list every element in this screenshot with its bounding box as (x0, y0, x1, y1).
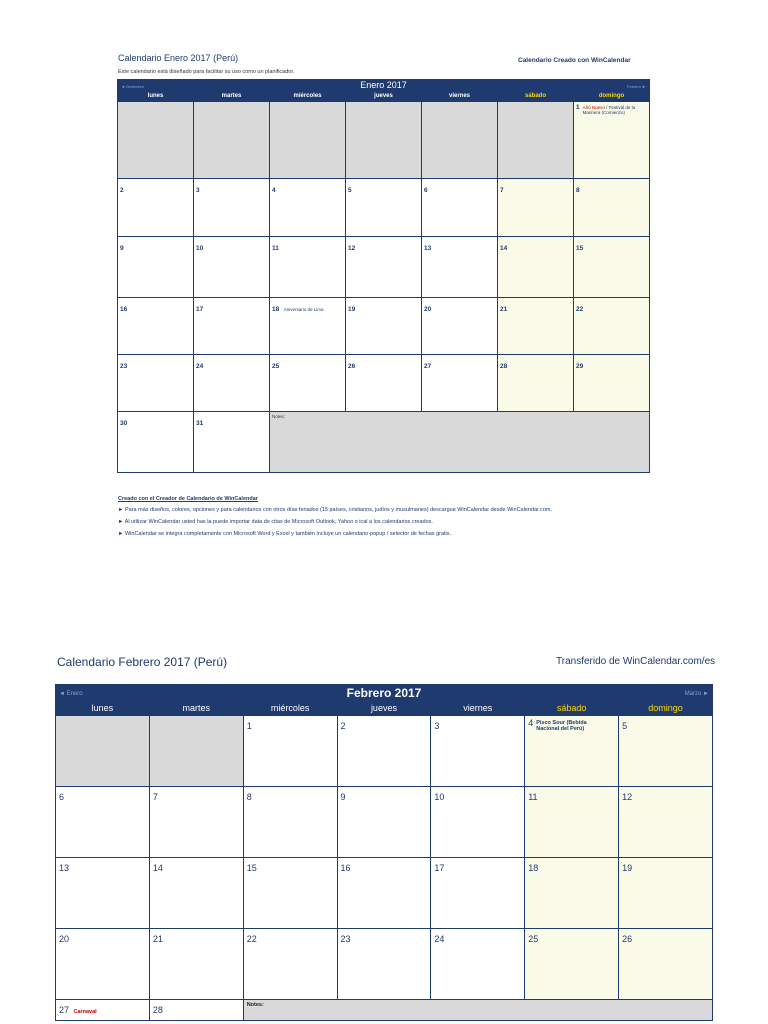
day-cell-feb-26[interactable] (619, 929, 713, 1000)
day-cell-jan-28[interactable] (498, 355, 574, 412)
day-cell-jan-26[interactable] (346, 355, 422, 412)
january-notes-area[interactable] (270, 412, 650, 473)
next-month-link[interactable]: Marzo ► (684, 691, 709, 697)
day-cell-jan-27[interactable] (422, 355, 498, 412)
day-cell-feb-20[interactable] (56, 929, 150, 1000)
prev-month-link[interactable]: ◄ Diciembre (121, 84, 145, 89)
day-number: 16 (340, 863, 351, 873)
day-cell-jan-24[interactable] (194, 355, 270, 412)
day-number: 27 (424, 363, 432, 370)
january-header (118, 80, 650, 92)
day-cell-jan-18[interactable] (270, 298, 346, 355)
day-cell-feb-1[interactable] (243, 716, 337, 787)
day-cell-jan-30[interactable] (118, 412, 194, 473)
day-cell-jan-17[interactable] (194, 298, 270, 355)
day-cell-jan-29[interactable] (574, 355, 650, 412)
day-cell-jan-1[interactable] (574, 102, 650, 179)
day-cell-jan-12[interactable] (346, 237, 422, 298)
day-cell-feb-15[interactable] (243, 858, 337, 929)
day-number: 4 (528, 718, 534, 728)
dow-thursday: jueves (337, 702, 431, 716)
february-calendar (55, 684, 713, 1021)
day-number: 28 (152, 1005, 163, 1015)
day-number: 4 (272, 187, 276, 194)
day-number: 12 (348, 245, 356, 252)
day-number: 14 (152, 863, 163, 873)
dow-saturday: sábado (498, 92, 574, 102)
holiday-label: Aniversario de Lima (283, 307, 324, 312)
empty-day-cell (56, 716, 150, 787)
day-cell-feb-16[interactable] (337, 858, 431, 929)
day-number: 13 (59, 863, 70, 873)
dow-thursday: jueves (346, 92, 422, 102)
day-number: 11 (528, 792, 538, 802)
day-cell-jan-31[interactable] (194, 412, 270, 473)
day-cell-feb-23[interactable] (337, 929, 431, 1000)
day-number: 22 (246, 934, 257, 944)
day-number: 7 (152, 792, 158, 802)
prev-month-link[interactable]: ◄ Enero (59, 691, 83, 697)
day-number: 3 (434, 721, 440, 731)
day-cell-feb-6[interactable] (56, 787, 150, 858)
empty-day-cell (118, 102, 194, 179)
day-number: 27 (59, 1005, 70, 1015)
dow-sunday: domingo (619, 702, 713, 716)
day-cell-feb-28[interactable] (149, 1000, 243, 1021)
day-number: 8 (246, 792, 252, 802)
day-number: 11 (272, 245, 279, 252)
day-cell-feb-8[interactable] (243, 787, 337, 858)
day-cell-feb-2[interactable] (337, 716, 431, 787)
day-cell-feb-7[interactable] (149, 787, 243, 858)
day-number: 25 (528, 934, 539, 944)
notes-label: Notes: (246, 1002, 264, 1008)
day-number: 18 (528, 863, 539, 873)
dow-wednesday: miércoles (270, 92, 346, 102)
day-cell-feb-3[interactable] (431, 716, 525, 787)
dow-tuesday: martes (149, 702, 243, 716)
day-cell-feb-22[interactable] (243, 929, 337, 1000)
day-number: 26 (348, 363, 356, 370)
day-cell-jan-16[interactable] (118, 298, 194, 355)
day-cell-jan-6[interactable] (422, 179, 498, 237)
day-number: 10 (196, 245, 204, 252)
february-credit[interactable]: Transferido de WinCalendar.com/es (556, 656, 716, 667)
day-cell-jan-2[interactable] (118, 179, 194, 237)
january-credit[interactable]: Calendario Creado con WinCalendar (518, 57, 631, 64)
day-cell-feb-12[interactable] (619, 787, 713, 858)
day-cell-feb-18[interactable] (525, 858, 619, 929)
dow-wednesday: miércoles (243, 702, 337, 716)
day-number: 2 (120, 187, 124, 194)
day-number: 20 (59, 934, 70, 944)
day-number: 9 (340, 792, 346, 802)
day-number: 16 (120, 306, 128, 313)
day-cell-jan-9[interactable] (118, 237, 194, 298)
info-line-1: ► Para más diseños, colores, opciones y para calendarios con otros días feriados (15 países, cristianos, judíos y musulmanes) descargue WinCalendar desde WinCalendar.com. (118, 507, 553, 513)
january-title: Calendario Enero 2017 (Perú) (118, 53, 239, 63)
holiday-label: Pisco Sour (Bebida Nacional del Perú) (536, 720, 587, 732)
day-cell-feb-14[interactable] (149, 858, 243, 929)
february-title: Calendario Febrero 2017 (Perú) (57, 655, 228, 669)
day-number: 21 (152, 934, 163, 944)
day-cell-feb-11[interactable] (525, 787, 619, 858)
empty-day-cell (498, 102, 574, 179)
next-month-link[interactable]: Febrero ► (626, 84, 646, 89)
day-number: 2 (340, 721, 346, 731)
day-number: 31 (196, 420, 204, 427)
day-number: 3 (196, 187, 200, 194)
day-cell-jan-5[interactable] (346, 179, 422, 237)
january-description: Este calendario está diseñado para facilitar su uso como un planificador. (118, 69, 295, 75)
day-number: 23 (120, 363, 128, 370)
day-number: 15 (576, 245, 584, 252)
day-number: 23 (340, 934, 351, 944)
empty-day-cell (346, 102, 422, 179)
day-number: 1 (246, 721, 252, 731)
day-cell-feb-21[interactable] (149, 929, 243, 1000)
day-number: 5 (622, 721, 628, 731)
day-number: 9 (120, 245, 124, 252)
day-number: 17 (196, 306, 204, 313)
day-number: 22 (576, 306, 584, 313)
day-number: 19 (348, 306, 356, 313)
day-number: 21 (500, 306, 508, 313)
day-number: 24 (434, 934, 445, 944)
day-cell-jan-22[interactable] (574, 298, 650, 355)
empty-day-cell (270, 102, 346, 179)
february-header (56, 685, 713, 702)
dow-friday: viernes (422, 92, 498, 102)
holiday-label: Carnaval (73, 1009, 97, 1015)
day-cell-jan-11[interactable] (270, 237, 346, 298)
day-cell-jan-25[interactable] (270, 355, 346, 412)
empty-day-cell (149, 716, 243, 787)
empty-day-cell (194, 102, 270, 179)
day-cell-jan-23[interactable] (118, 355, 194, 412)
day-cell-feb-4[interactable] (525, 716, 619, 787)
day-number: 8 (576, 187, 580, 194)
day-cell-jan-3[interactable] (194, 179, 270, 237)
day-number: 19 (622, 863, 633, 873)
day-number: 20 (424, 306, 432, 313)
day-cell-feb-17[interactable] (431, 858, 525, 929)
day-cell-jan-19[interactable] (346, 298, 422, 355)
day-cell-jan-4[interactable] (270, 179, 346, 237)
day-cell-jan-21[interactable] (498, 298, 574, 355)
day-number: 7 (500, 187, 504, 194)
dow-monday: lunes (118, 92, 194, 102)
day-cell-jan-15[interactable] (574, 237, 650, 298)
info-line-2: ► Al utilizar WinCalendar usted has la puede importar data de citas de Microsoft Outlook, Yahoo o ical a los calendarios creados. (118, 519, 433, 525)
day-cell-feb-25[interactable] (525, 929, 619, 1000)
holiday-label: Año Nuevo / Festival de la Marinera (Comienzo) (582, 105, 636, 115)
day-cell-jan-7[interactable] (498, 179, 574, 237)
day-cell-jan-14[interactable] (498, 237, 574, 298)
day-cell-feb-24[interactable] (431, 929, 525, 1000)
february-month-title: Febrero 2017 (346, 686, 422, 700)
day-number: 28 (500, 363, 508, 370)
day-cell-feb-5[interactable] (619, 716, 713, 787)
day-cell-feb-9[interactable] (337, 787, 431, 858)
notes-label: Notes: (272, 414, 286, 419)
day-number: 12 (622, 792, 633, 802)
empty-day-cell (422, 102, 498, 179)
dow-friday: viernes (431, 702, 525, 716)
january-calendar (117, 79, 650, 473)
day-number: 15 (246, 863, 257, 873)
dow-monday: lunes (56, 702, 150, 716)
day-number: 14 (500, 245, 508, 252)
day-number: 30 (120, 420, 128, 427)
day-cell-feb-27[interactable] (56, 1000, 150, 1021)
january-month-title: Enero 2017 (360, 80, 407, 90)
day-number: 29 (576, 363, 584, 370)
day-cell-feb-19[interactable] (619, 858, 713, 929)
day-number: 17 (434, 863, 445, 873)
day-cell-jan-13[interactable] (422, 237, 498, 298)
day-number: 18 (272, 306, 280, 313)
day-number: 25 (272, 363, 280, 370)
day-cell-feb-13[interactable] (56, 858, 150, 929)
dow-tuesday: martes (194, 92, 270, 102)
day-cell-jan-20[interactable] (422, 298, 498, 355)
day-number: 6 (424, 187, 428, 194)
day-cell-feb-10[interactable] (431, 787, 525, 858)
day-number: 10 (434, 792, 445, 802)
day-cell-jan-8[interactable] (574, 179, 650, 237)
info-line-3: ► WinCalendar se integra completamente con Microsoft Word y Excel y también incluye un calendario-popup / selector de fechas gratis. (118, 531, 452, 537)
dow-saturday: sábado (525, 702, 619, 716)
day-number: 26 (622, 934, 633, 944)
info-section (118, 496, 552, 543)
creator-link[interactable]: Creado con el Creador de Calendario de WinCalendar (118, 496, 258, 502)
day-number: 1 (576, 104, 580, 111)
day-number: 24 (196, 363, 204, 370)
february-notes-area[interactable] (243, 1000, 712, 1021)
day-number: 6 (59, 792, 65, 802)
dow-sunday: domingo (574, 92, 650, 102)
day-number: 5 (348, 187, 352, 194)
day-number: 13 (424, 245, 432, 252)
day-cell-jan-10[interactable] (194, 237, 270, 298)
